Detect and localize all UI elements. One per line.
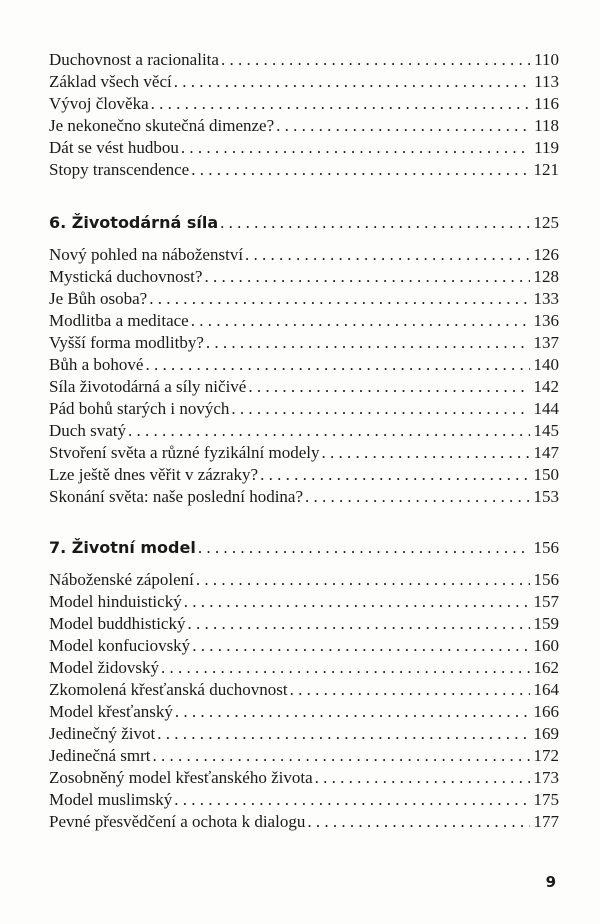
- entry-page: 128: [533, 267, 559, 286]
- entry-title: Vývoj člověka: [49, 94, 149, 113]
- toc-entry: [49, 310, 559, 332]
- entry-title: Je nekonečno skutečná dimenze?: [49, 116, 275, 135]
- dot-leader: [307, 811, 529, 833]
- entry-page: 177: [533, 812, 559, 831]
- entry-page: 144: [533, 399, 559, 418]
- toc-entry: [49, 613, 559, 635]
- entry-page: 119: [534, 138, 559, 157]
- entry-page: 160: [533, 636, 559, 655]
- entry-page: 118: [534, 116, 559, 135]
- toc-entry: [49, 288, 559, 310]
- dot-leader: [221, 49, 530, 71]
- chapter-heading: [49, 537, 559, 559]
- dot-leader: [181, 137, 530, 159]
- entry-page: 137: [533, 333, 559, 352]
- dot-leader: [206, 332, 530, 354]
- entry-page: 173: [533, 768, 559, 787]
- chapter-title: 6. Životodárná síla: [49, 213, 219, 232]
- entry-page: 110: [534, 50, 559, 69]
- entry-title: Model konfuciovský: [49, 636, 191, 655]
- entry-title: Mystická duchovnost?: [49, 267, 203, 286]
- toc-entry: [49, 442, 559, 464]
- entry-title: Stopy transcendence: [49, 160, 190, 179]
- entry-page: 172: [533, 746, 559, 765]
- toc-entry: [49, 266, 559, 288]
- entry-title: Stvoření světa a různé fyzikální modely: [49, 443, 320, 462]
- entry-title: Model muslimský: [49, 790, 173, 809]
- dot-leader: [245, 244, 529, 266]
- entry-title: Síla životodárná a síly ničivé: [49, 377, 247, 396]
- entry-page: 150: [533, 465, 559, 484]
- chapter-heading: [49, 212, 559, 234]
- entry-page: 140: [533, 355, 559, 374]
- dot-leader: [220, 212, 529, 234]
- dot-leader: [290, 679, 530, 701]
- entry-page: 113: [534, 72, 559, 91]
- toc-section-continued: [49, 49, 559, 181]
- toc-entry: [49, 332, 559, 354]
- dot-leader: [198, 537, 530, 559]
- toc-chapter-6-entries: [49, 244, 559, 508]
- dot-leader: [151, 93, 531, 115]
- entry-title: Jedinečný život: [49, 724, 156, 743]
- entry-title: Náboženské zápolení: [49, 570, 194, 589]
- dot-leader: [204, 266, 529, 288]
- dot-leader: [248, 376, 529, 398]
- dot-leader: [149, 288, 529, 310]
- entry-page: 159: [533, 614, 559, 633]
- dot-leader: [276, 115, 530, 137]
- entry-title: Model buddhistický: [49, 614, 186, 633]
- entry-title: Vyšší forma modlitby?: [49, 333, 204, 352]
- toc-entry: [49, 244, 559, 266]
- toc-entry: [49, 789, 559, 811]
- entry-page: 162: [533, 658, 559, 677]
- toc-entry: [49, 767, 559, 789]
- toc-chapter-6: [49, 212, 559, 234]
- entry-title: Základ všech věcí: [49, 72, 172, 91]
- chapter-page: 156: [533, 538, 559, 557]
- toc-entry: [49, 591, 559, 613]
- toc-entry: [49, 159, 559, 181]
- entry-title: Zosobněný model křesťanského života: [49, 768, 313, 787]
- toc-entry: [49, 49, 559, 71]
- dot-leader: [305, 486, 529, 508]
- entry-title: Bůh a bohové: [49, 355, 144, 374]
- toc-entry: [49, 701, 559, 723]
- entry-page: 169: [533, 724, 559, 743]
- entry-page: 145: [533, 421, 559, 440]
- entry-page: 164: [533, 680, 559, 699]
- dot-leader: [231, 398, 529, 420]
- entry-title: Lze ještě dnes věřit v zázraky?: [49, 465, 259, 484]
- dot-leader: [175, 701, 530, 723]
- toc-entry: [49, 635, 559, 657]
- entry-title: Modlitba a meditace: [49, 311, 189, 330]
- toc-entry: [49, 811, 559, 833]
- dot-leader: [174, 789, 529, 811]
- entry-page: 156: [533, 570, 559, 589]
- entry-title: Nový pohled na náboženství: [49, 245, 244, 264]
- toc-entry: [49, 569, 559, 591]
- entry-page: 153: [533, 487, 559, 506]
- entry-title: Model křesťanský: [49, 702, 173, 721]
- dot-leader: [184, 591, 530, 613]
- toc-entry: [49, 354, 559, 376]
- dot-leader: [187, 613, 529, 635]
- toc-entry: [49, 420, 559, 442]
- entry-title: Model židovský: [49, 658, 160, 677]
- entry-title: Skonání světa: naše poslední hodina?: [49, 487, 304, 506]
- toc-entry: [49, 376, 559, 398]
- toc-entry: [49, 71, 559, 93]
- dot-leader: [153, 745, 530, 767]
- dot-leader: [315, 767, 530, 789]
- entry-title: Pevné přesvědčení a ochota k dialogu: [49, 812, 306, 831]
- entry-title: Duch svatý: [49, 421, 126, 440]
- entry-page: 133: [533, 289, 559, 308]
- toc-entry: [49, 679, 559, 701]
- toc-chapter-7-entries: [49, 569, 559, 833]
- toc-chapter-7: [49, 537, 559, 559]
- toc-entry: [49, 657, 559, 679]
- entry-title: Je Bůh osoba?: [49, 289, 148, 308]
- toc-entry: [49, 723, 559, 745]
- dot-leader: [191, 159, 529, 181]
- toc-entry: [49, 115, 559, 137]
- toc-entry: [49, 486, 559, 508]
- dot-leader: [322, 442, 530, 464]
- chapter-title: 7. Životní model: [49, 538, 196, 557]
- entry-page: 175: [533, 790, 559, 809]
- entry-page: 166: [533, 702, 559, 721]
- entry-title: Jedinečná smrt: [49, 746, 151, 765]
- entry-page: 116: [534, 94, 559, 113]
- dot-leader: [192, 635, 529, 657]
- entry-page: 121: [533, 160, 559, 179]
- entry-title: Duchovnost a racionalita: [49, 50, 219, 69]
- dot-leader: [196, 569, 530, 591]
- entry-title: Dát se vést hudbou: [49, 138, 179, 157]
- entry-title: Zkomolená křesťanská duchovnost: [49, 680, 288, 699]
- toc-entry: [49, 745, 559, 767]
- entry-page: 157: [533, 592, 559, 611]
- toc-entry: [49, 464, 559, 486]
- toc-entry: [49, 93, 559, 115]
- dot-leader: [174, 71, 530, 93]
- entry-page: 147: [533, 443, 559, 462]
- page-number: 9: [545, 873, 556, 891]
- dot-leader: [128, 420, 530, 442]
- dot-leader: [157, 723, 529, 745]
- entry-page: 126: [533, 245, 559, 264]
- entry-page: 136: [533, 311, 559, 330]
- entry-title: Pád bohů starých i nových: [49, 399, 230, 418]
- dot-leader: [260, 464, 529, 486]
- entry-page: 142: [533, 377, 559, 396]
- dot-leader: [145, 354, 529, 376]
- toc-entry: [49, 137, 559, 159]
- chapter-page: 125: [533, 213, 559, 232]
- dot-leader: [161, 657, 529, 679]
- entry-title: Model hinduistický: [49, 592, 182, 611]
- toc-entry: [49, 398, 559, 420]
- dot-leader: [191, 310, 530, 332]
